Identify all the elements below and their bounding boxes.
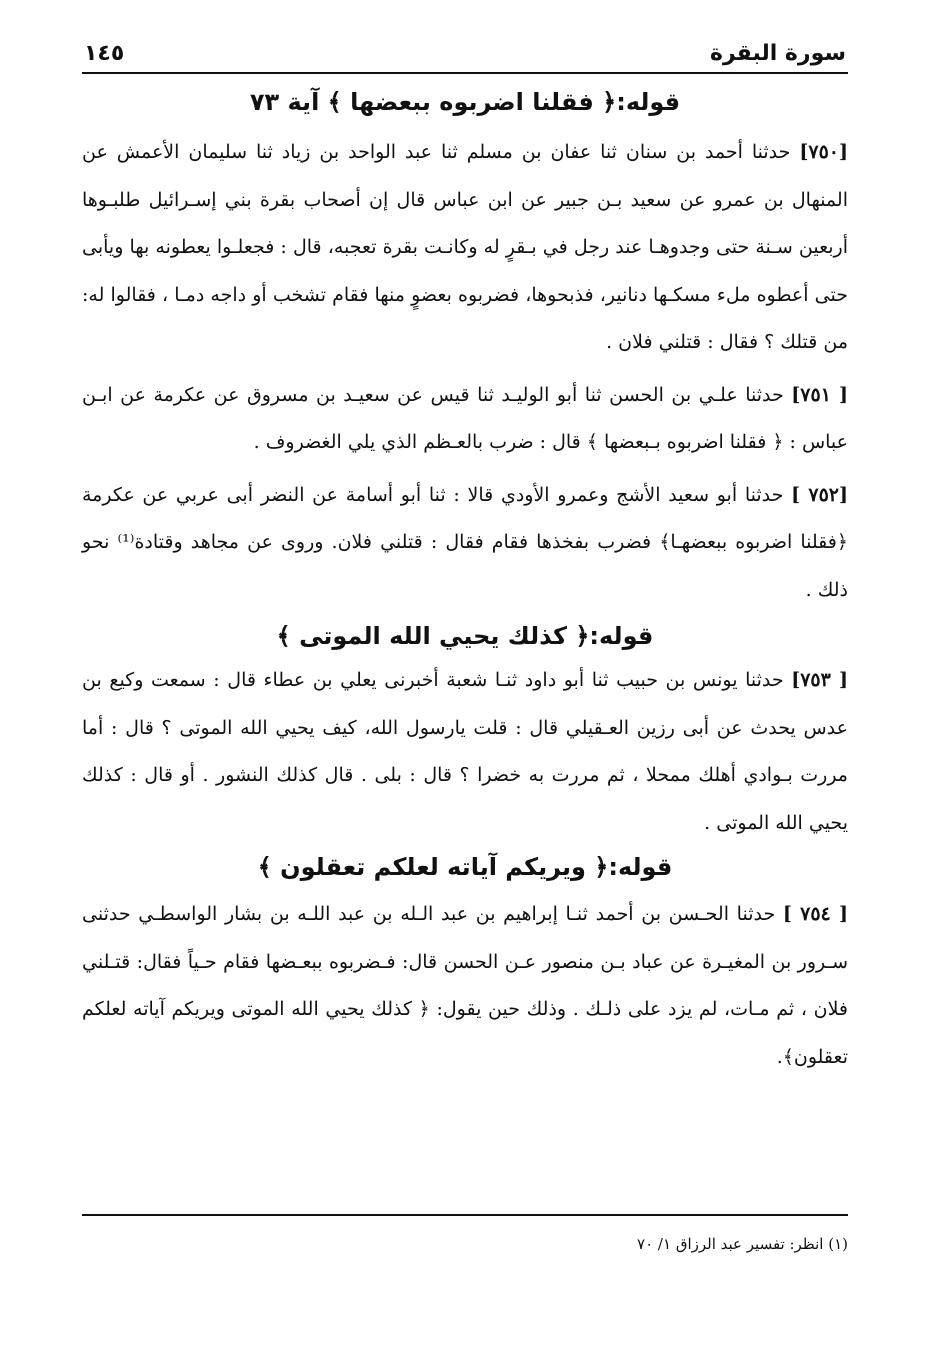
- section-heading: قوله:﴿ كذلك يحيي الله الموتى ﴾: [276, 622, 654, 650]
- footnote: (١) انظر: تفسير عبد الرزاق ١/ ٧٠: [637, 1235, 848, 1253]
- hadith-text: حدثنا يونس بن حبيب ثنا أبو داود ثنـا شعبة أخبرنى يعلي بن عطاء قال : سمعت وكيع بن عدس يحدث عن أبى رزين العـقيلي قال : قلت يارسول الله، كيف يحيي الله الموتى ؟ قال : أما مررت بـوادي أهلك ممحلا ، ثم مررت به خضرا ؟ قال : بلى . قال كذلك النشور . أو قال : كذلك يحيي الله الموتى .: [82, 669, 848, 834]
- hadith-paragraph: [82, 372, 848, 467]
- page-number: ١٤٥: [84, 41, 125, 66]
- section-heading: قوله:﴿ ويريكم آياته لعلكم تعقلون ﴾: [257, 853, 673, 881]
- hadith-paragraph: [82, 891, 848, 1081]
- hadith-text: حدثنا أحمد بن سنان ثنا عفان بن مسلم ثنا عبد الواحد بن زياد ثنا سليمان الأعمش عن المنهال بن عمرو عن سعيد بـن جبير عن ابن عباس قال إن أصحاب بقرة بني إسـرائيل طلبـوها أربعين سـنة حتى وجدوهـا عند رجل في بـقرٍ له وكانـت بقرة تعجبه، قال : فجعلـوا يعطونه بها ويأبى حتى أعطوه ملء مسكـها دنانير، فذبحوها، فضربوه بعضوٍ منها فقام تشخب أو داجه دمـا ، فقالوا له: من قتلك ؟ فقال : قتلني فلان .: [82, 141, 848, 353]
- hadith-number: [ ٧٥١]: [791, 383, 848, 406]
- hadith-number: [٧٥٠]: [799, 141, 848, 163]
- page-body: [82, 30, 848, 1081]
- hadith-number: [٧٥٢ ]: [791, 483, 848, 506]
- footnote-divider: [82, 1214, 848, 1216]
- hadith-text: حدثنا علـي بن الحسن ثنا أبو الوليـد ثنا قيس عن سعيـد بن مسروق عن عكرمة عن ابـن عباس : ﴿ فقلنا اضربوه بـبعضها ﴾ قال : ضرب بالعـظم الذي يلي الغضروف .: [82, 383, 848, 453]
- hadith-paragraph: [82, 129, 848, 367]
- section-heading: قوله:﴿ فقلنا اضربوه ببعضها ﴾ آية ٧٣: [249, 88, 681, 116]
- section: [82, 84, 848, 614]
- hadith-paragraph: [82, 657, 848, 847]
- surah-title: سورة البقرة: [709, 41, 846, 66]
- section: [82, 849, 848, 1081]
- hadith-text: حدثنا الحـسن بن أحمد ثنـا إبراهيم بن عبد الـله بن عبد اللـه بن بشار الواسطـي حدثنى سـرور بن المغيـرة عن عباد بـن منصور عـن الحسن قال: فـضربوه ببعـضها فقام حـياً فقال: قتـلني فلان ، ثم مـات، لم يزد على ذلـك . وذلك حين يقول: ﴿ كذلك يحيي الله الموتى ويريكم آياته لعلكم تعقلون﴾.: [82, 903, 848, 1068]
- hadith-paragraph: [82, 472, 848, 615]
- running-header: [82, 30, 848, 74]
- hadith-number: [ ٧٥٤ ]: [782, 903, 849, 925]
- hadith-number: [ ٧٥٣]: [791, 669, 848, 691]
- section: [82, 618, 848, 847]
- hadith-text: حدثنا أبو سعيد الأشج وعمرو الأودي قالا : ثنا أبو أسامة عن النضر أبى عربي عن عكرمة ﴿فقلنا اضربوه ببعضهـا﴾ فضرب بفخذها فقام فقال : قتلني فلان. وروى عن مجاهد وقتادة⁽¹⁾ نحو ذلك .: [82, 483, 848, 601]
